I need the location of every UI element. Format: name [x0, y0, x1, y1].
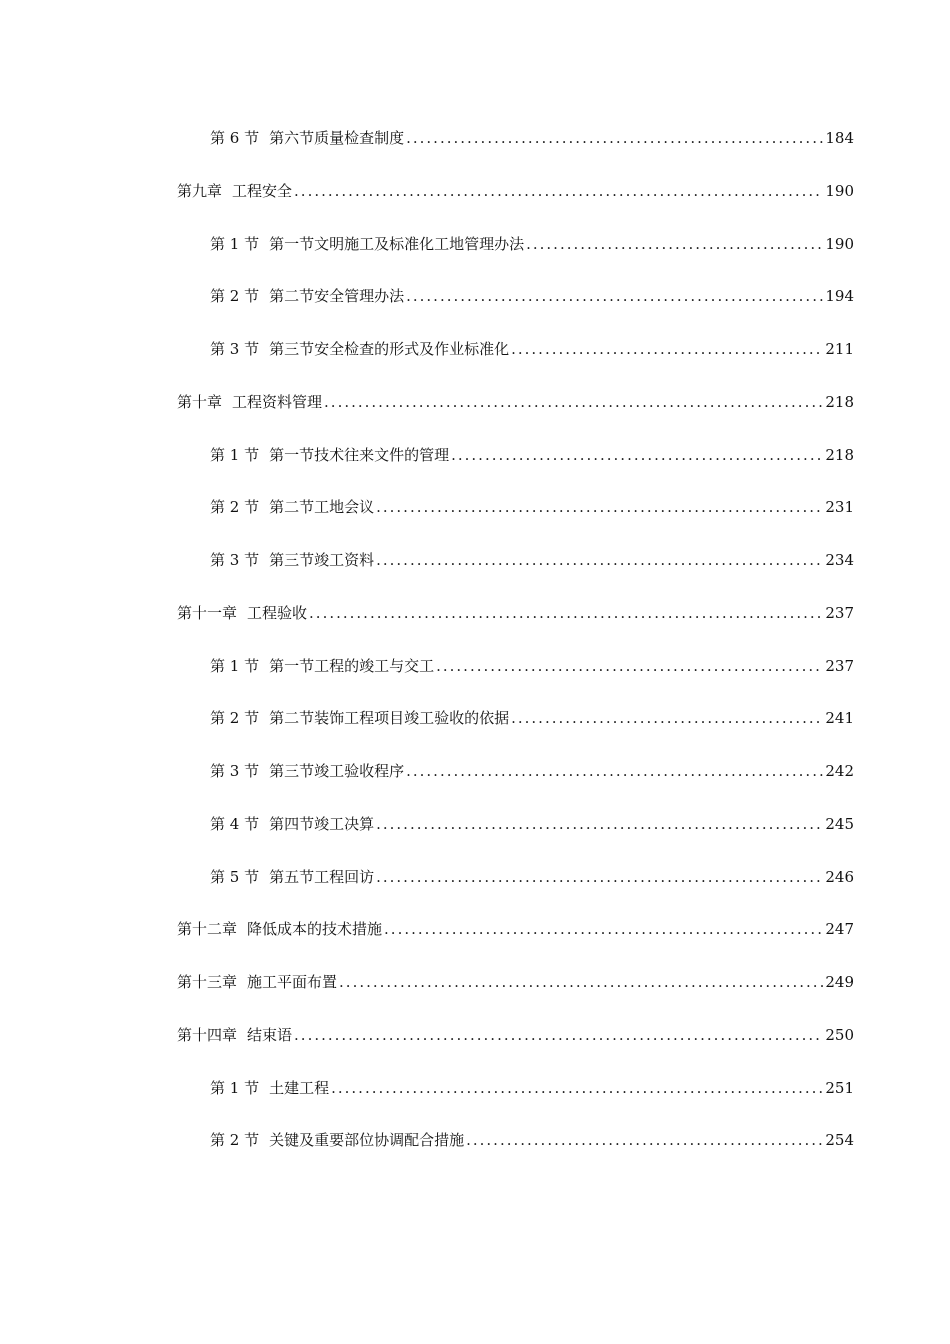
dot-leader	[511, 706, 823, 730]
page-number: 190	[825, 235, 854, 253]
entry-title: 第五节工程回访	[269, 868, 375, 886]
page-number: 246	[825, 868, 854, 886]
dot-leader	[376, 812, 823, 836]
section-number: 第 4 节	[210, 815, 260, 833]
page-number: 250	[825, 1026, 854, 1044]
page-number: 249	[825, 973, 854, 991]
entry-title: 第二节工地会议	[269, 498, 375, 516]
section-number: 第 3 节	[210, 340, 260, 358]
entry-title: 降低成本的技术措施	[247, 920, 383, 938]
dot-leader	[294, 179, 823, 203]
toc-entry[interactable]	[177, 1023, 854, 1047]
toc-entry[interactable]	[177, 917, 854, 941]
dot-leader	[436, 654, 823, 678]
page-number: 242	[825, 762, 854, 780]
toc-entry[interactable]	[210, 337, 854, 361]
toc-entry[interactable]	[210, 443, 854, 467]
entry-title: 第三节竣工验收程序	[269, 762, 405, 780]
toc-entry[interactable]	[210, 865, 854, 889]
toc-entry[interactable]	[177, 390, 854, 414]
toc-entry[interactable]	[210, 126, 854, 150]
chapter-number: 第九章	[177, 182, 223, 200]
toc-entry[interactable]	[177, 970, 854, 994]
page-number: 245	[825, 815, 854, 833]
dot-leader	[324, 390, 823, 414]
entry-title: 第一节工程的竣工与交工	[269, 657, 435, 675]
toc-entry[interactable]	[210, 495, 854, 519]
entry-title: 第四节竣工决算	[269, 815, 375, 833]
section-number: 第 3 节	[210, 762, 260, 780]
toc-entry[interactable]	[210, 812, 854, 836]
entry-title: 施工平面布置	[247, 973, 338, 991]
page-number: 237	[825, 604, 854, 622]
page-number: 254	[825, 1131, 854, 1149]
entry-title: 第三节安全检查的形式及作业标准化	[269, 340, 510, 358]
section-number: 第 6 节	[210, 129, 260, 147]
dot-leader	[309, 601, 823, 625]
entry-title: 土建工程	[269, 1079, 330, 1097]
dot-leader	[466, 1128, 823, 1152]
entry-title: 第六节质量检查制度	[269, 129, 405, 147]
dot-leader	[406, 126, 823, 150]
toc-entry[interactable]	[210, 232, 854, 256]
page-number: 237	[825, 657, 854, 675]
toc-entry[interactable]	[177, 179, 854, 203]
page-number: 218	[825, 393, 854, 411]
toc-entry[interactable]	[210, 284, 854, 308]
toc-entry[interactable]	[210, 654, 854, 678]
dot-leader	[406, 759, 823, 783]
chapter-number: 第十二章	[177, 920, 238, 938]
entry-title: 工程验收	[247, 604, 308, 622]
entry-title: 第一节文明施工及标准化工地管理办法	[269, 235, 525, 253]
toc-entry[interactable]	[177, 601, 854, 625]
toc-entry[interactable]	[210, 1128, 854, 1152]
section-number: 第 5 节	[210, 868, 260, 886]
toc-entry[interactable]	[210, 1076, 854, 1100]
entry-title: 结束语	[247, 1026, 293, 1044]
section-number: 第 1 节	[210, 235, 260, 253]
dot-leader	[294, 1023, 823, 1047]
page-number: 241	[825, 709, 854, 727]
dot-leader	[511, 337, 823, 361]
section-number: 第 3 节	[210, 551, 260, 569]
entry-title: 第二节装饰工程项目竣工验收的依据	[269, 709, 510, 727]
section-number: 第 2 节	[210, 287, 260, 305]
dot-leader	[451, 443, 823, 467]
entry-title: 工程资料管理	[232, 393, 323, 411]
section-number: 第 1 节	[210, 1079, 260, 1097]
chapter-number: 第十一章	[177, 604, 238, 622]
entry-title: 第一节技术往来文件的管理	[269, 446, 450, 464]
page-number: 211	[825, 340, 854, 358]
dot-leader	[376, 548, 823, 572]
entry-title: 第二节安全管理办法	[269, 287, 405, 305]
entry-title: 工程安全	[232, 182, 293, 200]
page-number: 218	[825, 446, 854, 464]
dot-leader	[526, 232, 823, 256]
chapter-number: 第十四章	[177, 1026, 238, 1044]
toc-entry[interactable]	[210, 759, 854, 783]
dot-leader	[406, 284, 823, 308]
chapter-number: 第十章	[177, 393, 223, 411]
toc-entry[interactable]	[210, 548, 854, 572]
page-number: 247	[825, 920, 854, 938]
section-number: 第 2 节	[210, 709, 260, 727]
section-number: 第 1 节	[210, 446, 260, 464]
chapter-number: 第十三章	[177, 973, 238, 991]
dot-leader	[384, 917, 823, 941]
entry-title: 第三节竣工资料	[269, 551, 375, 569]
page-number: 234	[825, 551, 854, 569]
section-number: 第 1 节	[210, 657, 260, 675]
dot-leader	[331, 1076, 823, 1100]
dot-leader	[376, 495, 823, 519]
dot-leader	[339, 970, 823, 994]
page-number: 190	[825, 182, 854, 200]
section-number: 第 2 节	[210, 498, 260, 516]
page-number: 251	[825, 1079, 854, 1097]
page-number: 231	[825, 498, 854, 516]
dot-leader	[376, 865, 823, 889]
section-number: 第 2 节	[210, 1131, 260, 1149]
entry-title: 关键及重要部位协调配合措施	[269, 1131, 465, 1149]
toc-entry[interactable]	[210, 706, 854, 730]
page-number: 194	[825, 287, 854, 305]
page-number: 184	[825, 129, 854, 147]
